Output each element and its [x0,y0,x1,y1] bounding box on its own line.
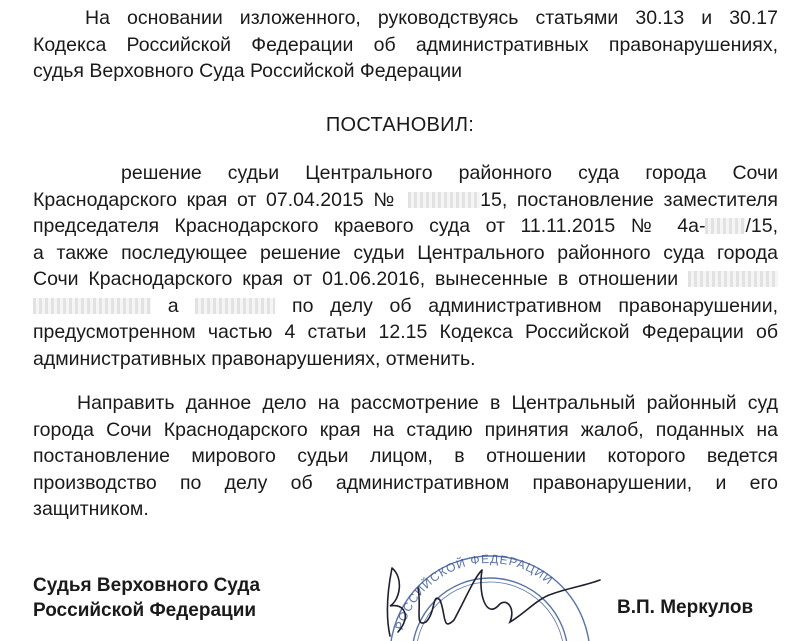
intro-paragraph [33,5,778,85]
signatory-name: В.П. Меркулов [617,597,754,618]
intro-line: судья Верховного Суда Российской Федерации [33,60,463,82]
signatory-title [33,573,260,623]
redacted-text [195,298,275,314]
resolution-line: председателя Краснодарского краевого суда от 11.11.2015 № 4а- /15, [33,215,778,237]
intro-line: На основании изложенного, руководствуясь статьями 30.13 и 30.17 [85,7,778,29]
resolution-paragraph [33,160,778,372]
redacted-text [705,218,745,234]
directive-paragraph [33,390,778,523]
resolution-line: решение судьи Центрального районного суда города Сочи [121,162,778,184]
resolution-line: а по делу об административном правонарушении, [33,293,778,320]
resolution-line: Сочи Краснодарского края от 01.06.2016, вынесенные в отношении [33,266,778,293]
directive-line: города Сочи Краснодарского края на стадию принятия жалоб, поданных на [33,418,778,441]
seal-stamp-text: РОССИЙСКОЙ ФЕДЕРАЦИИ [392,551,557,632]
resolution-line: а также последующее решение судьи Центрального районного суда города [33,241,778,264]
signatory-title-line: Судья Верховного Суда [33,575,261,596]
directive-line: Направить данное дело на рассмотрение в Центральный районный суд [77,392,778,414]
redacted-text [688,271,778,287]
resolution-heading: ПОСТАНОВИЛ: [325,114,475,136]
resolution-line: Краснодарского края от 07.04.2015 № 15, постановление заместителя [33,188,778,211]
resolution-line: административных правонарушениях, отменить. [33,347,476,370]
directive-line: постановление мирового судьи лицом, в отношении которого ведется [33,445,778,467]
redacted-text [408,192,480,208]
resolution-line: предусмотренном частью 4 статьи 12.15 Кодекса Российской Федерации об [33,321,778,343]
intro-line: Кодекса Российской Федерации об административных правонарушениях, [33,33,778,56]
signatory-title-line: Российской Федерации [33,600,257,621]
seal-and-signature [370,548,610,641]
redacted-text [33,298,151,314]
directive-line: защитником. [33,498,149,520]
directive-line: производство по делу об административном правонарушении, и его [33,471,778,494]
